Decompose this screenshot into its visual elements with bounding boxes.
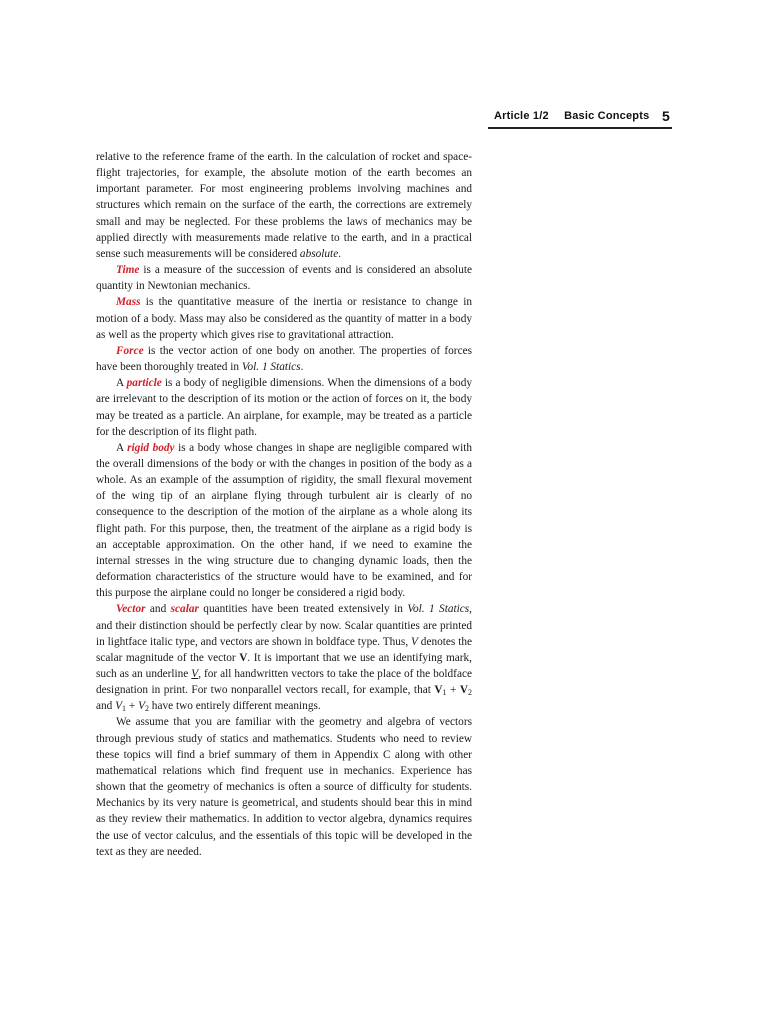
paragraph-text: + [126, 700, 139, 713]
paragraph-time [96, 262, 472, 294]
term-rigid-body: rigid body [127, 441, 175, 454]
paragraph-assumptions [96, 714, 472, 859]
symbol-vector-v1: V [434, 684, 443, 697]
paragraph-text: is the vector action of one body on another. The properties of forces have been thoroughly treated in [96, 344, 472, 374]
paragraph-text: . [338, 247, 342, 260]
symbol-underlined-v: V [191, 668, 199, 680]
symbol-scalar-v1: V [115, 700, 123, 713]
paragraph-text: is the quantitative measure of the inertia or resistance to change in motion of a body. Mass may also be considered as the quantity of matter in a body as well as the property which gives rise to gravitational attraction. [96, 296, 472, 341]
paragraph-text: is a body whose changes in shape are negligible compared with the overall dimensions of the body or with the changes in position of the body as a whole. As an example of the assumption of rigidity, the small flexural movement of the wing tip of an airplane flying through turbulent air is clearly of no consequence to the description of the motion of the airplane as a whole along its flight path. For this purpose, then, the treatment of the airplane as a rigid body is an acceptable approximation. On the other hand, if we need to examine the internal stresses in the wing structure due to changing dynamic loads, then the deformation characteristics of the structure would have to be examined, and for this purpose the airplane could no longer be considered a rigid body. [96, 441, 472, 600]
article-number: Article 1/2 [494, 110, 549, 122]
symbol-vector-v2: V [459, 684, 468, 697]
paragraph-text: denotes the scalar magnitude of the vector [96, 635, 472, 664]
running-head [488, 110, 672, 122]
term-vector: Vector [116, 603, 146, 616]
paragraph-text: and [145, 603, 171, 616]
paragraph-vector-scalar [96, 601, 472, 714]
symbol-vector-v: V [239, 651, 248, 664]
term-time: Time [116, 264, 140, 277]
paragraph-text: , and their distinction should be perfectly clear by now. Scalar quantities are printed in lightface italic type, and vectors are shown in boldface type. Thus, [96, 603, 472, 648]
paragraph-text: relative to the reference frame of the earth. In the calculation of rocket and space-flight trajectories, for example, the absolute motion of the earth becomes an important parameter. For most engineering problems involving machines and structures which remain on the surface of the earth, the corrections are extremely small and may be neglected. For these problems the laws of mechanics may be applied directly with measurements made relative to the earth, and in a practical sense such measurements will be considered [96, 151, 472, 260]
paragraph-text: is a body of negligible dimensions. When the dimensions of a body are irrelevant to the description of its motion or the action of forces on it, the body may be treated as a particle. An airplane, for example, may be treated as a particle for the description of its flight path. [96, 377, 473, 438]
paragraph-text: A [116, 441, 128, 454]
header-rule [488, 127, 672, 129]
paragraph-text: have two entirely different meanings. [148, 700, 321, 713]
paragraph-rigid-body [96, 440, 472, 602]
paragraph-reference-frame [96, 149, 472, 262]
subscript: 2 [468, 688, 472, 698]
subscript: 1 [122, 704, 127, 714]
term-particle: particle [126, 377, 162, 390]
symbol-scalar-v2: V [138, 700, 145, 713]
paragraph-text: , for all handwritten vectors to take the place of the boldface designation in print. For two nonparallel vectors recall, for example, that [96, 668, 472, 697]
page-number: 5 [662, 108, 670, 124]
paragraph-text: and [96, 700, 116, 713]
subscript: 2 [144, 704, 149, 714]
paragraph-force [96, 343, 472, 375]
paragraph-text: A [116, 377, 127, 390]
paragraph-text: We assume that you are familiar with the geometry and algebra of vectors through previous study of statics and mathematics. Students who need to review these topics will find a brief summary of them in Appendix C along with other mathematical relations which find frequent use in mechanics. Experience has shown that the geometry of mechanics is often a source of difficulty for students. Mechanics by its very nature is geometrical, and students should bear this in mind as they review their mathematics. In addition to vector algebra, dynamics requires the use of vector calculus, and the essentials of this topic will be developed in the text as they are needed. [96, 716, 472, 858]
paragraph-mass [96, 294, 472, 342]
paragraph-text: is a measure of the succession of events and is considered an absolute quantity in Newtonian mechanics. [96, 264, 472, 293]
paragraph-text: + [446, 684, 460, 697]
term-force: Force [116, 344, 144, 357]
symbol-scalar-v: V [411, 635, 418, 648]
paragraph-particle [96, 375, 472, 440]
reference-statics: Vol. 1 Statics [407, 603, 470, 616]
reference-statics: Vol. 1 Statics [241, 361, 301, 374]
paragraph-text: quantities have been treated extensively in [198, 603, 408, 616]
term-scalar: scalar [170, 603, 199, 616]
page-body [96, 149, 472, 860]
paragraph-text: . [300, 361, 304, 374]
subscript: 1 [442, 688, 447, 698]
paragraph-text: . It is important that we use an identifying mark, such as an underline [96, 651, 472, 680]
emphasis-absolute: absolute [299, 247, 339, 260]
term-mass: Mass [116, 296, 141, 309]
section-title: Basic Concepts [564, 110, 650, 122]
